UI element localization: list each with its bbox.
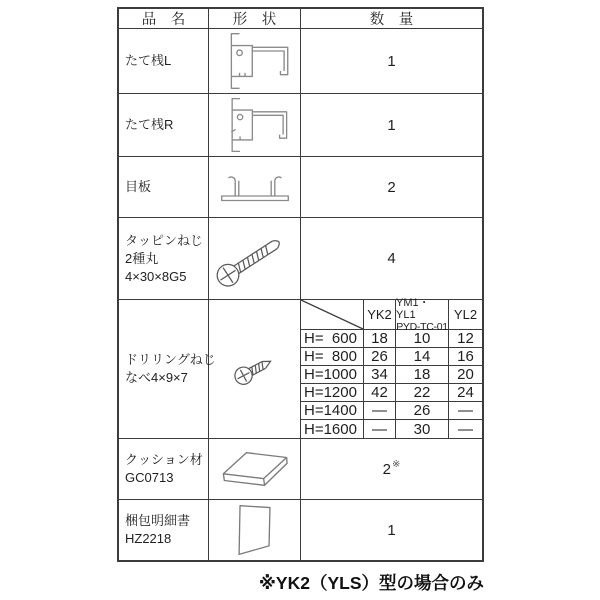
footnote: ※YK2（YLS）型の場合のみ	[258, 573, 484, 593]
part-name-cell	[119, 300, 216, 438]
part-name-cell	[119, 94, 209, 156]
part-name-cell	[119, 218, 209, 299]
col-header-shape: 形 状	[209, 9, 301, 28]
part-code: GC0713	[125, 470, 174, 485]
part-code: HZ2218	[125, 531, 172, 546]
part-shape-cell	[209, 439, 301, 499]
part-spec: 2種丸	[125, 250, 159, 266]
col-header-yl2: YL2	[453, 307, 478, 322]
count-yk2: —	[364, 420, 396, 438]
part-name-cell	[119, 500, 209, 560]
screw-count-table	[301, 296, 482, 438]
col-header-part-name: 品 名	[119, 9, 209, 28]
height-label: H=1600	[301, 420, 364, 438]
aluminum-profile-left-icon	[211, 31, 299, 91]
part-name: たて桟L	[125, 53, 172, 68]
count-yl2: 20	[457, 366, 474, 383]
packing-list-sheet-icon	[230, 501, 280, 559]
quantity-value: 2	[387, 178, 396, 196]
table-row	[119, 296, 482, 439]
height-label: H=1200	[301, 384, 364, 401]
part-spec: なべ4×9×7	[125, 370, 188, 385]
height-label: H=1000	[301, 366, 364, 383]
count-yl2: —	[458, 420, 473, 438]
part-name: ドリリングねじ	[125, 352, 216, 367]
diagonal-line	[301, 300, 363, 329]
part-name: 目板	[125, 179, 152, 194]
part-shape-cell	[209, 94, 301, 156]
count-yk2: 26	[364, 348, 396, 365]
quantity-cell	[301, 29, 482, 93]
count-yl2: 24	[457, 384, 474, 401]
count-yk2: 42	[364, 384, 396, 401]
count-yk2: 34	[364, 366, 396, 383]
screw-count-row	[301, 420, 482, 438]
parts-table	[117, 7, 484, 562]
col-header-yk2: YK2	[364, 300, 396, 329]
part-shape-cell	[209, 500, 301, 560]
table-row	[119, 94, 482, 157]
screw-count-row	[301, 348, 482, 366]
part-shape-cell	[209, 157, 301, 217]
diagonal-header-cell	[301, 300, 364, 329]
aluminum-profile-right-icon	[211, 96, 299, 154]
part-shape-cell	[209, 29, 301, 93]
count-ym1: 22	[396, 384, 449, 401]
quantity-value: 1	[387, 521, 396, 539]
quantity-cell	[301, 218, 482, 299]
table-row	[119, 157, 482, 218]
part-name-cell	[119, 157, 209, 217]
count-yk2: —	[364, 402, 396, 419]
part-name-cell	[119, 439, 209, 499]
count-ym1: 30	[396, 420, 449, 438]
count-ym1: 18	[396, 366, 449, 383]
part-shape-cell	[209, 218, 301, 299]
count-ym1: 14	[396, 348, 449, 365]
height-label: H=1400	[301, 402, 364, 419]
table-row	[119, 29, 482, 94]
screw-count-row	[301, 402, 482, 420]
count-ym1: 10	[396, 330, 449, 347]
screw-count-row	[301, 330, 482, 348]
count-yk2: 18	[364, 330, 396, 347]
drilling-screw-icon	[228, 347, 282, 391]
quantity-cell	[301, 94, 482, 156]
cover-channel-icon	[213, 169, 297, 205]
table-row	[119, 500, 482, 560]
part-name-cell	[119, 29, 209, 93]
count-yl2: 12	[457, 330, 474, 347]
cushion-pad-icon	[216, 446, 294, 492]
screw-count-header-row	[301, 296, 482, 333]
quantity-value: 4	[387, 250, 396, 267]
quantity-cell	[301, 439, 482, 499]
quantity-value: 2	[382, 460, 391, 478]
quantity-footnote-mark: ※	[391, 458, 401, 470]
table-row	[119, 218, 482, 300]
part-shape-cell	[209, 300, 301, 438]
quantity-value: 1	[387, 52, 396, 70]
count-yl2: 16	[457, 348, 474, 365]
part-spec: 4×30×8G5	[125, 268, 187, 284]
table-row	[119, 439, 482, 500]
count-ym1: 26	[396, 402, 449, 419]
quantity-value: 1	[387, 116, 396, 134]
part-name: タッピンねじ	[125, 232, 204, 248]
screw-count-row	[301, 366, 482, 384]
part-name: たて桟R	[125, 117, 174, 132]
screw-count-row	[301, 384, 482, 402]
quantity-cell	[301, 500, 482, 560]
count-yl2: —	[458, 402, 473, 419]
height-label: H= 600	[301, 330, 364, 347]
tapping-screw-icon	[210, 221, 300, 297]
part-name: 梱包明細書	[125, 513, 191, 528]
quantity-cell	[301, 157, 482, 217]
part-name: クッション材	[125, 452, 203, 467]
table-header-row	[119, 9, 482, 29]
col-header-quantity: 数 量	[369, 12, 414, 28]
quantity-cell	[301, 296, 482, 438]
col-header-ym1-yl1: YM1・YL1 PYD-TC-01	[396, 296, 448, 333]
height-label: H= 800	[301, 348, 364, 365]
